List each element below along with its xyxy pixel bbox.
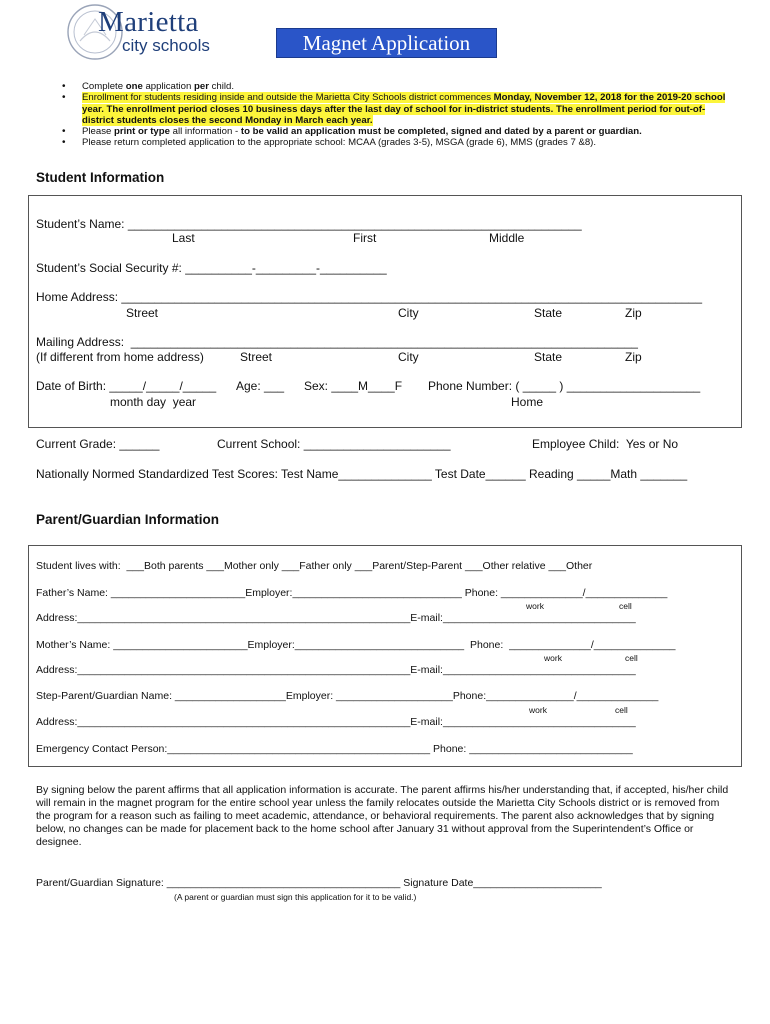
- emergency-contact-field[interactable]: Emergency Contact Person:_____________________________________________ Phone: ____________________________: [36, 743, 633, 755]
- affirmation-paragraph: By signing below the parent affirms that all application information is accurate. The parent affirms his/her understanding that, if accepted, his/her child will remain in the magnet program for the entire school year unless the family relocates outside the Marietta City Schools district or is removed from the program for a reason such as failing to meet academic, attendance, or behavioral requirements. The parent also acknowledges that by signing below, no changes can be made for placement back to the home school after January 31 without approval from the Superintendent’s Office or designee.: [36, 784, 729, 848]
- mailing-state-caption: State: [534, 350, 563, 364]
- instruction-item: • Complete one application per child.: [62, 81, 734, 92]
- mailing-street-caption: Street: [240, 350, 273, 364]
- home-address-field[interactable]: Home Address: _______________________________________________________________________________________: [36, 290, 702, 304]
- lives-with-field[interactable]: Student lives with: ___Both parents ___Mother only ___Father only ___Parent/Step-Parent ___Other relative ___Other: [36, 560, 593, 572]
- date-of-birth-field[interactable]: Date of Birth: _____/_____/_____: [36, 379, 217, 393]
- mailing-address-note: (If different from home address): [36, 350, 204, 364]
- age-field[interactable]: Age: ___: [236, 379, 285, 393]
- street-caption: Street: [126, 306, 159, 320]
- mother-name-field[interactable]: Mother’s Name: _______________________Employer:_____________________________ Phone: ______________/______________: [36, 639, 676, 651]
- logo-subtitle: city schools: [122, 36, 210, 55]
- dob-caption: month day year: [110, 395, 197, 409]
- phone-number-field[interactable]: Phone Number: ( _____ ) ____________________: [428, 379, 701, 393]
- signature-note: (A parent or guardian must sign this application for it to be valid.): [174, 892, 417, 902]
- student-section-heading: Student Information: [36, 170, 165, 185]
- student-name-field[interactable]: Student’s Name: ____________________________________________________________________: [36, 217, 582, 231]
- form-title: Magnet Application: [276, 28, 497, 58]
- logo-wordmark: Marietta: [98, 6, 199, 38]
- father-address-field[interactable]: Address:_________________________________________________________E-mail:_________________________________: [36, 612, 636, 624]
- current-grade-field[interactable]: Current Grade: ______: [36, 437, 160, 451]
- mother-address-field[interactable]: Address:_________________________________________________________E-mail:_________________________________: [36, 664, 636, 676]
- current-school-field[interactable]: Current School: ______________________: [217, 437, 451, 451]
- city-caption: City: [398, 306, 419, 320]
- mailing-address-field[interactable]: Mailing Address: ____________________________________________________________________________: [36, 335, 638, 349]
- step-parent-name-field[interactable]: Step-Parent/Guardian Name: ___________________Employer: ____________________Phone:_______________/______________: [36, 690, 659, 702]
- father-cell-caption: cell: [619, 601, 632, 611]
- father-name-field[interactable]: Father’s Name: _______________________Employer:_____________________________ Phone: ______________/______________: [36, 587, 668, 599]
- last-name-caption: Last: [172, 231, 195, 245]
- parent-section-heading: Parent/Guardian Information: [36, 512, 220, 527]
- home-phone-caption: Home: [511, 395, 544, 409]
- father-work-caption: work: [526, 601, 544, 611]
- ssn-field[interactable]: Student’s Social Security #: __________-_________-__________: [36, 261, 387, 275]
- employee-child-field[interactable]: Employee Child: Yes or No: [532, 437, 679, 451]
- signature-field[interactable]: Parent/Guardian Signature: ________________________________________ Signature Date______________________: [36, 877, 602, 889]
- step-cell-caption: cell: [615, 705, 628, 715]
- instruction-item-enrollment: • Enrollment for students residing inside and outside the Marietta City Schools district commences Monday, November 12, 2018 for the 2019-20 school year. The enrollment period closes 10 business days after the last day of school for in-district students. The enrollment period for out-of-district students closes the second Monday in March each year.: [62, 92, 734, 126]
- instructions-list: [62, 81, 734, 149]
- state-caption: State: [534, 306, 563, 320]
- mother-cell-caption: cell: [625, 653, 638, 663]
- step-address-field[interactable]: Address:_________________________________________________________E-mail:_________________________________: [36, 716, 636, 728]
- mailing-city-caption: City: [398, 350, 419, 364]
- zip-caption: Zip: [625, 306, 642, 320]
- instruction-item: • Please print or type all information - to be valid an application must be completed, signed and dated by a parent or guardian.: [62, 126, 734, 137]
- middle-name-caption: Middle: [489, 231, 525, 245]
- mother-work-caption: work: [544, 653, 562, 663]
- mailing-zip-caption: Zip: [625, 350, 642, 364]
- step-work-caption: work: [529, 705, 547, 715]
- sex-field[interactable]: Sex: ____M____F: [304, 379, 403, 393]
- test-scores-field[interactable]: Nationally Normed Standardized Test Scores: Test Name______________ Test Date______ Reading _____Math _______: [36, 467, 688, 481]
- instruction-item: • Please return completed application to the appropriate school: MCAA (grades 3-5), MSGA (grade 6), MMS (grades 7 &8).: [62, 137, 734, 148]
- first-name-caption: First: [353, 231, 377, 245]
